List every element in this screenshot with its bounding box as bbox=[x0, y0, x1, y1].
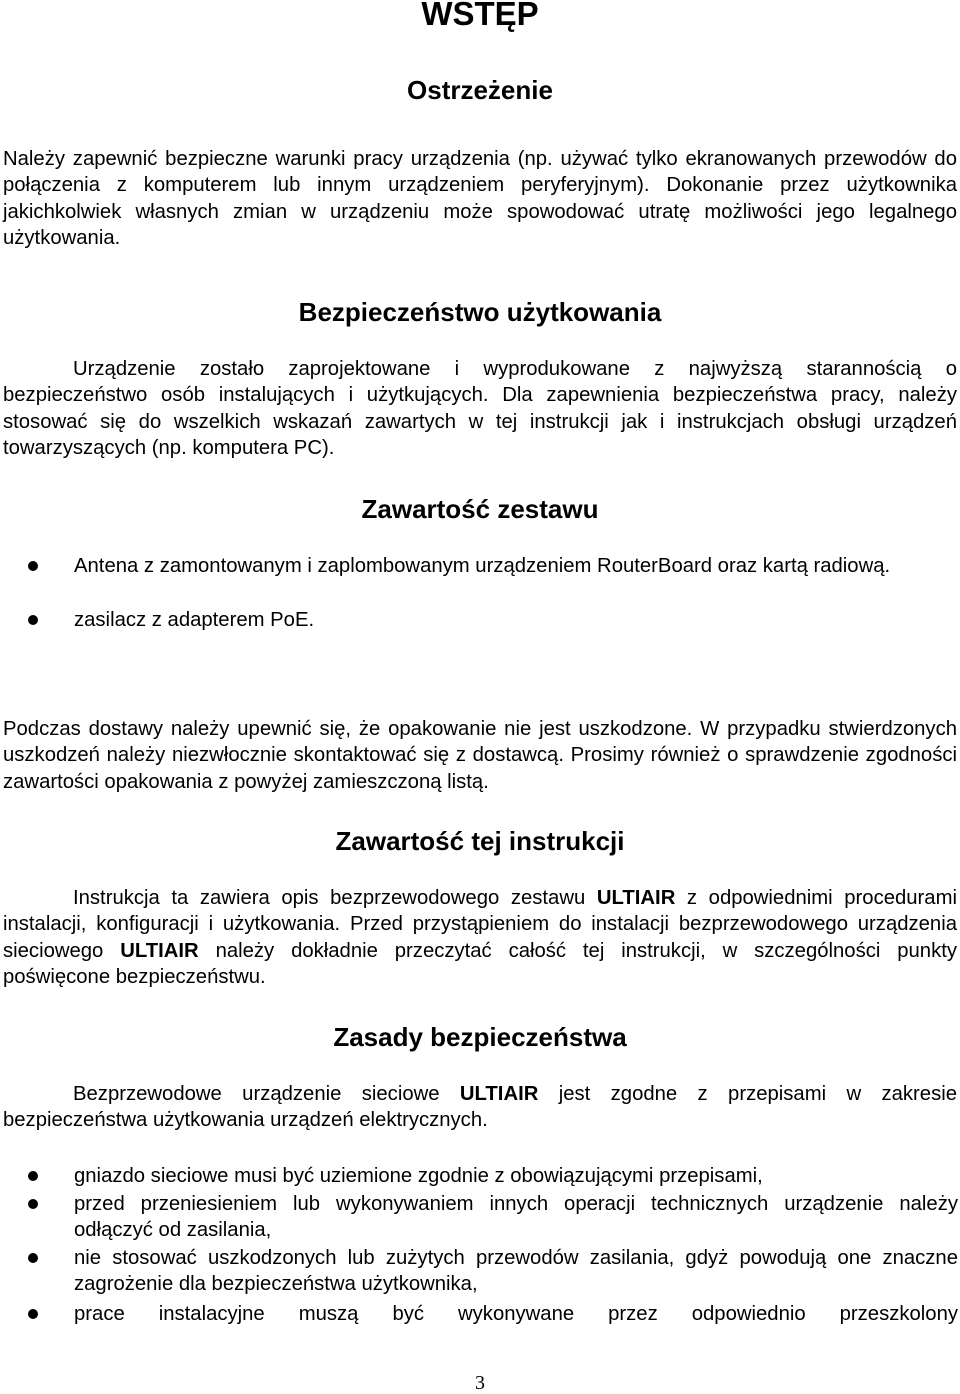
paragraph-dostawa: Podczas dostawy należy upewnić się, że opakowanie nie jest uszkodzone. W przypadku stwierdzonych uszkodzeń należy niezwłocznie skontaktować się z dostawcą. Prosimy również o sprawdzenie zgodności zawartości opakowania z powyżej zamieszczoną listą. bbox=[3, 718, 957, 793]
bullet-icon bbox=[28, 615, 38, 625]
list-item-text: Antena z zamontowanym i zaplombowanym urządzeniem RouterBoard oraz kartą radiową. bbox=[74, 555, 891, 577]
paragraph-ostrzezenie: Należy zapewnić bezpieczne warunki pracy urządzenia (np. używać tylko ekranowanych przewodów do połączenia z komputerem lub innym urządzeniem peryferyjnym). Dokonanie przez użytkownika jakichkolwiek własnych zmian w urządzeniu może spowodować utratę możliwości jego legalnego użytkowania. bbox=[3, 148, 957, 250]
page-title: WSTĘP bbox=[421, 0, 539, 32]
heading-zasady-bezpieczenstwa: Zasady bezpieczeństwa bbox=[333, 1022, 627, 1052]
list-item bbox=[28, 553, 958, 579]
brand-name: ULTIAIR bbox=[120, 939, 199, 962]
page-number: 3 bbox=[475, 1372, 485, 1394]
paragraph-zasady-bezpieczenstwa bbox=[3, 1081, 957, 1134]
bullet-icon bbox=[28, 561, 38, 571]
list-item bbox=[28, 1191, 958, 1244]
heading-ostrzezenie: Ostrzeżenie bbox=[407, 75, 553, 105]
bullet-icon bbox=[28, 1309, 38, 1319]
list-item bbox=[28, 607, 958, 633]
list-item bbox=[28, 1245, 958, 1298]
heading-zawartosc-zestawu: Zawartość zestawu bbox=[361, 494, 599, 524]
list-item-text: prace instalacyjne muszą być wykonywane przez odpowiednio przeszkolony bbox=[74, 1303, 958, 1325]
paragraph-bezpieczenstwo-uzytkowania: Urządzenie zostało zaprojektowane i wyprodukowane z najwyższą starannością o bezpieczeństwo osób instalujących i użytkujących. Dla zapewnienia bezpieczeństwa pracy, należy stosować się do wszelkich wskazań zawartych w tej instrukcji jak i instrukcjach obsługi urządzeń towarzyszących (np. komputera PC). bbox=[3, 358, 957, 460]
list-item-text: nie stosować uszkodzonych lub zużytych przewodów zasilania, gdyż powodują one znaczne zagrożenie dla bezpieczeństwa użytkownika, bbox=[74, 1247, 958, 1296]
paragraph-text: należy dokładnie przeczytać całość tej instrukcji, w szczególności punkty poświęcone bezpieczeństwu. bbox=[3, 939, 957, 989]
list-item bbox=[28, 1301, 958, 1327]
brand-name: ULTIAIR bbox=[459, 1083, 539, 1105]
bullet-icon bbox=[28, 1199, 38, 1209]
list-item bbox=[28, 1163, 958, 1189]
list-item-text: zasilacz z adapterem PoE. bbox=[74, 609, 315, 631]
list-item-text: przed przeniesieniem lub wykonywaniem innych operacji technicznych urządzenie należy odłączyć od zasilania, bbox=[74, 1193, 958, 1242]
paragraph-text: Bezprzewodowe urządzenie sieciowe bbox=[73, 1083, 460, 1105]
heading-zawartosc-instrukcji: Zawartość tej instrukcji bbox=[335, 826, 625, 856]
paragraph-text: z odpowiednimi procedurami instalacji, konfiguracji i użytkowania. Przed przystąpieniem do instalacji bezprzewodowego urządzenia sieciowego bbox=[3, 887, 957, 962]
heading-bezpieczenstwo-uzytkowania: Bezpieczeństwo użytkowania bbox=[298, 297, 662, 327]
bullet-icon bbox=[28, 1171, 38, 1181]
paragraph-text: Instrukcja ta zawiera opis bezprzewodowego zestawu bbox=[73, 887, 597, 909]
brand-name: ULTIAIR bbox=[596, 887, 676, 909]
paragraph-zawartosc-instrukcji bbox=[3, 885, 957, 991]
bullet-icon bbox=[28, 1253, 38, 1263]
paragraph-text: jest zgodne z przepisami w zakresie bezpieczeństwa użytkowania urządzeń elektrycznych. bbox=[3, 1083, 957, 1132]
list-item-text: gniazdo sieciowe musi być uziemione zgodnie z obowiązującymi przepisami, bbox=[74, 1165, 763, 1187]
